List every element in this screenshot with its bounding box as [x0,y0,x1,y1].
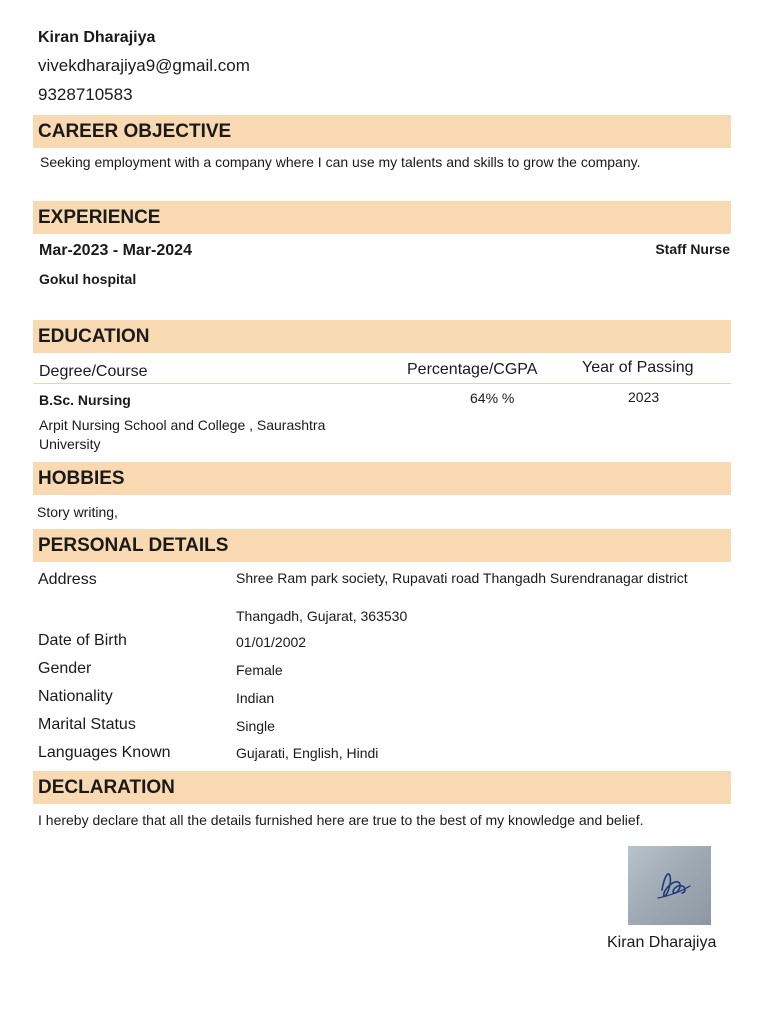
nationality-value: Indian [236,690,275,706]
education-degree: B.Sc. Nursing [39,392,131,408]
experience-heading: EXPERIENCE [33,201,731,234]
address-line-1: Shree Ram park society, Rupavati road Thangadh Surendranagar district [236,570,688,586]
experience-role: Staff Nurse [655,241,730,257]
signature-scribble-icon [628,846,711,925]
education-col-year: Year of Passing [582,359,694,376]
education-header-divider [33,383,731,384]
languages-label: Languages Known [38,744,171,761]
signature-image [628,846,711,925]
declaration-heading: DECLARATION [33,771,731,804]
education-col-percentage: Percentage/CGPA [407,361,538,378]
languages-value: Gujarati, English, Hindi [236,745,379,761]
candidate-email: vivekdharajiya9@gmail.com [38,56,250,75]
education-col-degree: Degree/Course [39,363,148,380]
address-line-2: Thangadh, Gujarat, 363530 [236,608,408,624]
dob-label: Date of Birth [38,632,127,649]
experience-organization: Gokul hospital [39,271,137,287]
experience-period: Mar-2023 - Mar-2024 [39,242,192,259]
candidate-name: Kiran Dharajiya [38,29,156,46]
education-year: 2023 [628,389,660,405]
signature-name: Kiran Dharajiya [607,934,717,951]
nationality-label: Nationality [38,688,113,705]
marital-status-label: Marital Status [38,716,136,733]
gender-value: Female [236,662,283,678]
candidate-phone: 9328710583 [38,85,133,104]
career-objective-text: Seeking employment with a company where I can use my talents and skills to grow the company. [40,154,641,170]
dob-value: 01/01/2002 [236,634,307,650]
address-label: Address [38,571,97,588]
declaration-text: I hereby declare that all the details furnished here are true to the best of my knowledge and belief. [38,812,644,828]
education-heading: EDUCATION [33,320,731,353]
education-percentage: 64% % [470,390,515,406]
career-objective-heading: CAREER OBJECTIVE [33,115,731,148]
hobbies-text: Story writing, [37,504,118,520]
hobbies-heading: HOBBIES [33,462,731,495]
marital-status-value: Single [236,718,275,734]
education-institution: Arpit Nursing School and College , Saurashtra University [39,417,326,452]
gender-label: Gender [38,660,92,677]
personal-details-heading: PERSONAL DETAILS [33,529,731,562]
